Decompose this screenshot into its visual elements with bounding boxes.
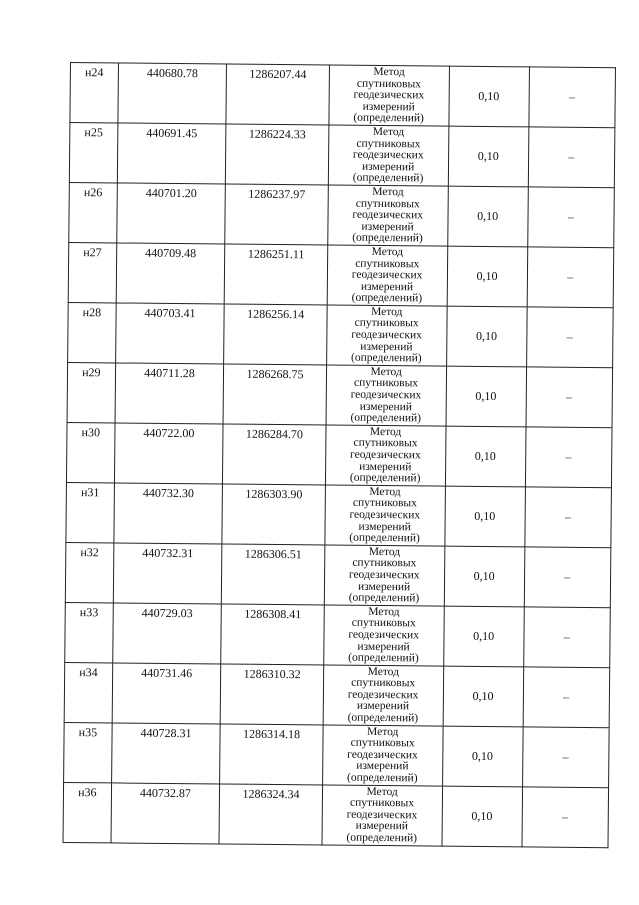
method-cell [325, 425, 445, 486]
x-coordinate: 440731.46 [141, 665, 193, 680]
table-row [68, 302, 614, 367]
y-coordinate-cell [222, 544, 325, 605]
point-id: н27 [83, 245, 102, 260]
note-cell: – [522, 727, 609, 788]
x-coordinate-cell [111, 783, 220, 844]
method-line: (определений) [349, 531, 420, 545]
point-id: н30 [81, 424, 101, 440]
point-id: н24 [84, 65, 104, 80]
method-line: (определений) [351, 291, 423, 305]
method-line: Метод [371, 245, 404, 259]
method-line: (определений) [346, 831, 418, 845]
method-text [326, 425, 445, 485]
method-line: измерений [360, 280, 414, 293]
point-id: н34 [79, 664, 98, 679]
method-line: геодезических [348, 568, 420, 582]
point-id: н25 [84, 125, 103, 140]
point-id: н36 [78, 784, 97, 799]
method-text [327, 305, 446, 365]
y-coordinate-cell [221, 604, 324, 665]
note-cell: – [523, 667, 610, 728]
method-cell [326, 305, 446, 366]
point-cell [70, 63, 118, 123]
accuracy-cell: 0,10 [444, 486, 525, 547]
coordinates-table-body [63, 63, 615, 848]
point-cell [65, 542, 113, 602]
point-id: н28 [82, 305, 102, 320]
y-coordinate: 1286224.33 [248, 126, 306, 142]
table-row [64, 722, 610, 787]
method-line: измерений [359, 400, 413, 413]
method-line: Метод [371, 305, 403, 319]
note-cell: – [526, 307, 613, 368]
method-line: измерений [357, 580, 411, 593]
x-coordinate-cell [114, 483, 223, 544]
method-line: Метод [368, 605, 400, 618]
method-text [328, 185, 447, 245]
method-text [329, 65, 448, 125]
method-line: спутниковых [355, 257, 420, 270]
method-cell [328, 185, 448, 246]
accuracy-cell: 0,10 [442, 786, 523, 847]
method-line: Метод [368, 545, 401, 558]
x-coordinate: 440728.31 [140, 725, 192, 740]
method-cell [327, 245, 447, 306]
accuracy-cell: 0,10 [447, 186, 528, 247]
y-coordinate: 1286303.90 [245, 486, 303, 502]
method-line: (определений) [353, 112, 424, 125]
note-cell: – [525, 427, 612, 488]
y-coordinate: 1286314.18 [243, 726, 301, 741]
method-line: измерений [356, 760, 409, 773]
method-line: геодезических [351, 328, 422, 342]
y-coordinate-cell [219, 784, 322, 845]
y-coordinate: 1286207.44 [249, 66, 307, 82]
x-coordinate: 440732.31 [142, 545, 194, 560]
table-row [66, 422, 612, 487]
table-row [63, 782, 609, 847]
method-text [326, 365, 445, 425]
x-coordinate-cell [112, 663, 221, 724]
coordinates-table [63, 62, 616, 848]
table-row [65, 602, 611, 667]
method-line: спутниковых [352, 557, 417, 570]
x-coordinate-cell [115, 303, 224, 364]
method-line: спутниковых [349, 796, 415, 810]
note-cell: – [524, 547, 611, 608]
method-line: Метод [373, 65, 405, 79]
x-coordinate: 440691.45 [146, 125, 198, 141]
method-cell [323, 665, 443, 726]
method-line: спутниковых [351, 617, 416, 630]
accuracy-cell: 0,10 [446, 306, 527, 367]
point-cell [64, 722, 112, 782]
y-coordinate-cell [220, 724, 323, 785]
method-line: геодезических [349, 508, 421, 522]
method-cell [322, 725, 442, 786]
method-line: Метод [370, 365, 402, 379]
y-coordinate-cell [226, 124, 329, 185]
y-coordinate: 1286308.41 [244, 606, 302, 621]
method-line: (определений) [350, 411, 422, 425]
x-coordinate: 440722.00 [143, 425, 195, 441]
y-coordinate-cell [223, 424, 326, 485]
method-text [324, 605, 443, 665]
point-cell [66, 422, 114, 482]
method-line: спутниковых [352, 497, 417, 510]
method-line: спутниковых [356, 137, 421, 150]
method-text [327, 245, 446, 305]
method-cell [324, 545, 444, 606]
accuracy-cell: 0,10 [448, 66, 529, 127]
method-cell [325, 485, 445, 546]
method-line: Метод [372, 125, 405, 139]
method-line: геодезических [352, 148, 424, 162]
point-cell [63, 782, 111, 842]
method-line: Метод [369, 485, 401, 498]
x-coordinate: 440680.78 [146, 65, 198, 81]
x-coordinate-cell [118, 63, 227, 124]
x-coordinate-cell [116, 243, 225, 304]
x-coordinate: 440711.28 [144, 365, 195, 381]
y-coordinate: 1286324.34 [242, 786, 300, 801]
accuracy-cell: 0,10 [448, 126, 529, 187]
method-line: спутниковых [353, 437, 418, 450]
method-line: (определений) [348, 651, 419, 665]
table-row [69, 122, 615, 187]
method-line: измерений [360, 340, 413, 353]
x-coordinate-cell [114, 423, 223, 484]
y-coordinate: 1286284.70 [245, 426, 304, 442]
method-line: измерений [361, 220, 414, 234]
accuracy-cell: 0,10 [447, 246, 528, 307]
method-line: измерений [357, 640, 410, 653]
table-row [68, 242, 614, 307]
method-line: измерений [361, 160, 415, 174]
x-coordinate: 440709.48 [145, 245, 197, 261]
method-line: измерений [358, 520, 411, 533]
accuracy-cell: 0,10 [443, 666, 524, 727]
method-line: спутниковых [356, 77, 422, 90]
y-coordinate-cell [222, 484, 325, 545]
accuracy-cell: 0,10 [444, 546, 525, 607]
point-id: н29 [82, 364, 101, 380]
note-cell: – [528, 127, 615, 188]
method-line: спутниковых [350, 736, 415, 750]
method-line: геодезических [352, 208, 424, 222]
method-line: измерений [355, 820, 408, 833]
note-cell: – [529, 67, 616, 128]
method-line: (определений) [347, 711, 419, 725]
method-line: (определений) [349, 471, 421, 485]
method-line: Метод [367, 665, 400, 678]
x-coordinate: 440729.03 [141, 605, 193, 620]
table-row [66, 482, 612, 547]
method-line: спутниковых [351, 677, 416, 690]
method-line: (определений) [352, 172, 424, 185]
method-line: спутниковых [355, 197, 420, 210]
method-text [325, 485, 444, 545]
method-line: геодезических [350, 448, 421, 462]
method-line: спутниковых [354, 377, 419, 390]
note-cell: – [527, 247, 614, 308]
y-coordinate: 1286310.32 [243, 666, 301, 681]
x-coordinate-cell [113, 543, 222, 604]
note-cell: – [522, 786, 609, 847]
method-line: измерений [359, 460, 412, 473]
x-coordinate-cell [116, 183, 225, 244]
y-coordinate-cell [220, 664, 323, 725]
method-text [323, 725, 442, 785]
y-coordinate-cell [223, 364, 326, 425]
point-id: н31 [80, 484, 100, 500]
method-line: Метод [369, 425, 402, 439]
method-line: геодезических [347, 748, 418, 762]
note-cell: – [526, 367, 613, 428]
method-cell [322, 785, 442, 846]
method-cell [326, 365, 446, 426]
method-line: Метод [372, 185, 404, 199]
table-row [70, 63, 616, 128]
table-row [65, 542, 611, 607]
y-coordinate-cell [226, 64, 329, 125]
method-line: измерений [362, 100, 415, 114]
point-cell [66, 482, 114, 542]
note-cell: – [525, 487, 612, 548]
y-coordinate-cell [225, 184, 328, 245]
method-line: геодезических [350, 388, 422, 402]
accuracy-cell: 0,10 [445, 426, 526, 487]
table-row [64, 662, 610, 727]
point-cell [67, 362, 115, 422]
method-text [329, 125, 448, 185]
method-line: Метод [366, 785, 398, 798]
note-cell: – [527, 187, 614, 248]
x-coordinate: 440732.87 [139, 785, 192, 800]
point-cell [64, 662, 112, 722]
y-coordinate: 1286237.97 [248, 186, 306, 202]
y-coordinate: 1286256.14 [247, 306, 305, 322]
accuracy-cell: 0,10 [443, 606, 524, 667]
point-cell [65, 602, 113, 662]
y-coordinate-cell [224, 244, 327, 305]
method-line: геодезических [353, 88, 425, 102]
x-coordinate-cell [115, 363, 224, 424]
point-cell [68, 242, 116, 302]
point-id: н32 [80, 544, 99, 560]
x-coordinate-cell [111, 723, 220, 784]
point-cell [68, 302, 116, 362]
method-cell [328, 125, 448, 186]
method-line: (определений) [351, 351, 422, 365]
method-text [325, 545, 444, 605]
method-line: геодезических [346, 808, 418, 822]
table-row [69, 182, 615, 247]
method-line: Метод [367, 725, 399, 738]
method-line: геодезических [351, 268, 423, 282]
method-line: геодезических [347, 688, 419, 702]
point-id: н35 [78, 724, 98, 739]
table-row [67, 362, 613, 427]
x-coordinate-cell [112, 603, 221, 664]
method-text [323, 665, 442, 725]
method-line: измерений [356, 700, 410, 713]
accuracy-cell: 0,10 [442, 726, 523, 787]
method-line: (определений) [346, 771, 418, 785]
note-cell: – [523, 607, 610, 668]
point-id: н33 [79, 604, 99, 620]
y-coordinate-cell [224, 304, 327, 365]
method-cell [324, 605, 444, 666]
method-line: (определений) [352, 232, 423, 245]
method-line: геодезических [348, 628, 420, 642]
x-coordinate-cell [117, 123, 226, 184]
x-coordinate: 440732.30 [142, 485, 194, 500]
y-coordinate: 1286306.51 [244, 546, 302, 561]
x-coordinate: 440701.20 [145, 185, 197, 201]
y-coordinate: 1286251.11 [247, 246, 305, 262]
point-cell [69, 122, 117, 182]
point-id: н26 [83, 185, 103, 200]
point-cell [69, 182, 117, 242]
y-coordinate: 1286268.75 [246, 366, 304, 382]
method-text [322, 785, 441, 845]
x-coordinate: 440703.41 [144, 305, 196, 321]
method-line: (определений) [348, 591, 420, 605]
method-cell [329, 65, 449, 126]
accuracy-cell: 0,10 [446, 366, 527, 427]
method-line: спутниковых [354, 317, 419, 330]
